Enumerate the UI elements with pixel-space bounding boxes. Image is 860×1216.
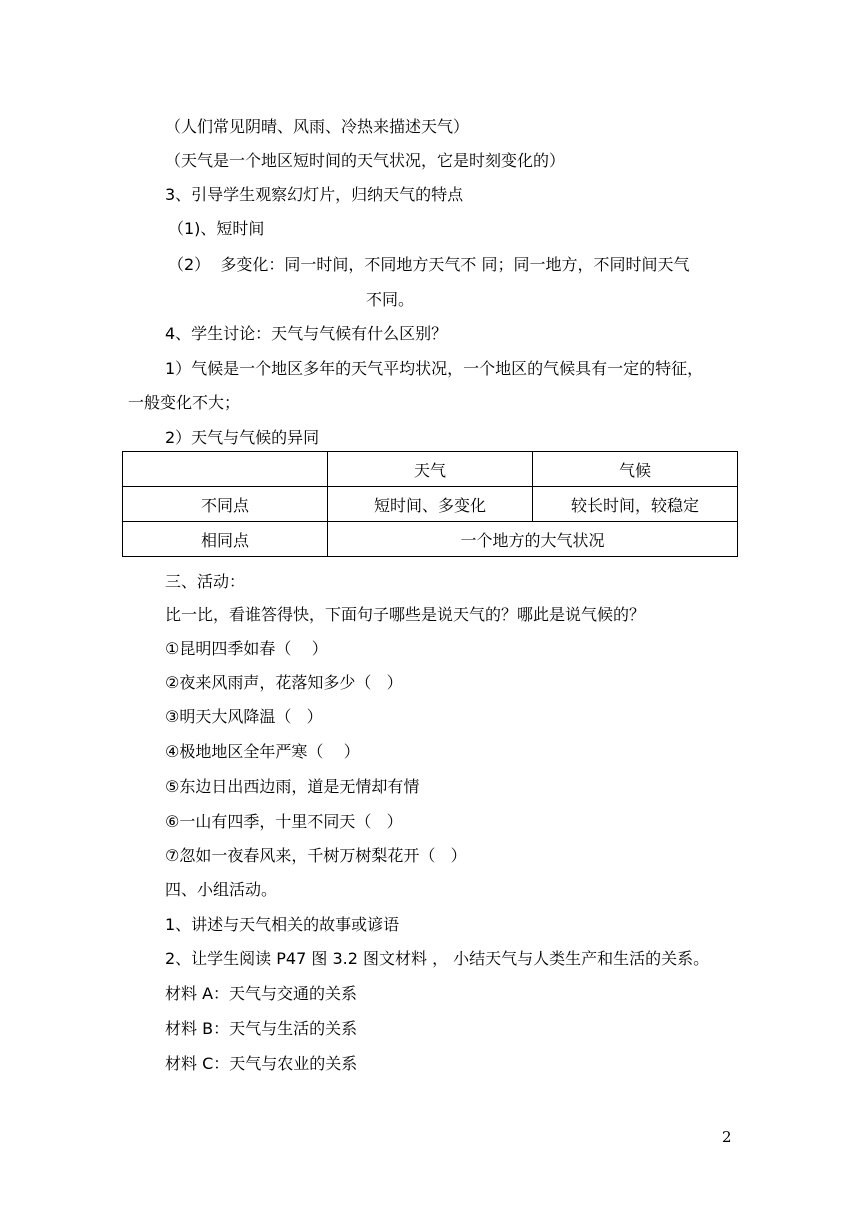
list-item: ⑤东边日出西边雨，道是无情却有情 [165,777,420,796]
table-cell: 短时间、多变化 [328,487,533,522]
table-cell: 气候 [533,452,738,487]
list-item: ③明天大风降温（ ） [165,707,323,726]
table-row [123,452,738,487]
text-line: （天气是一个地区短时间的天气状况，它是时刻变化的） [165,151,566,170]
text-line: 3、引导学生观察幻灯片，归纳天气的特点 [165,185,464,204]
table-row [123,522,738,557]
table-cell: 天气 [328,452,533,487]
text-line: 比一比，看谁答得快，下面句子哪些是说天气的？哪此是说气候的？ [165,605,646,624]
section-heading: 四、小组活动。 [165,880,278,899]
text-line: （2） 多变化：同一时间，不同地方天气不 同；同一地方，不同时间天气 [168,255,690,274]
table-cell: 较长时间，较稳定 [533,487,738,522]
list-item: ⑥一山有四季，十里不同天（ ） [165,812,403,831]
text-line: 2）天气与气候的异同 [165,428,320,447]
table-cell: 相同点 [123,522,328,557]
list-item: ⑦忽如一夜春风来，千树万树梨花开（ ） [165,846,467,865]
list-item: ②夜来风雨声，花落知多少（ ） [165,673,403,692]
list-item: ④极地地区全年严寒（ ） [165,742,360,761]
text-line: 不同。 [366,290,415,309]
text-line: 4、学生讨论：天气与气候有什么区别？ [165,324,448,343]
list-item: ①昆明四季如春（ ） [165,639,328,658]
text-line: （1)、短时间 [168,219,265,238]
text-line: （人们常见阴晴、风雨、冷热来描述天气） [165,117,470,136]
table-row [123,487,738,522]
comparison-table [122,451,738,557]
page-number: 2 [722,1128,732,1146]
table-cell [123,452,328,487]
text-line: 1）气候是一个地区多年的天气平均状况，一个地区的气候具有一定的特征， [165,359,704,378]
section-heading: 三、活动： [165,572,246,591]
table-cell: 不同点 [123,487,328,522]
list-item: 1、讲述与天气相关的故事或谚语 [165,915,400,934]
list-item: 2、让学生阅读 P47 图 3.2 图文材料 ， 小结天气与人类生产和生活的关系。 [165,949,710,968]
list-item: 材料 B：天气与生活的关系 [165,1019,358,1038]
list-item: 材料 A：天气与交通的关系 [165,984,358,1003]
list-item: 材料 C：天气与农业的关系 [165,1054,358,1073]
text-line: 一般变化不大； [128,393,241,412]
table-cell: 一个地方的大气状况 [328,522,738,557]
